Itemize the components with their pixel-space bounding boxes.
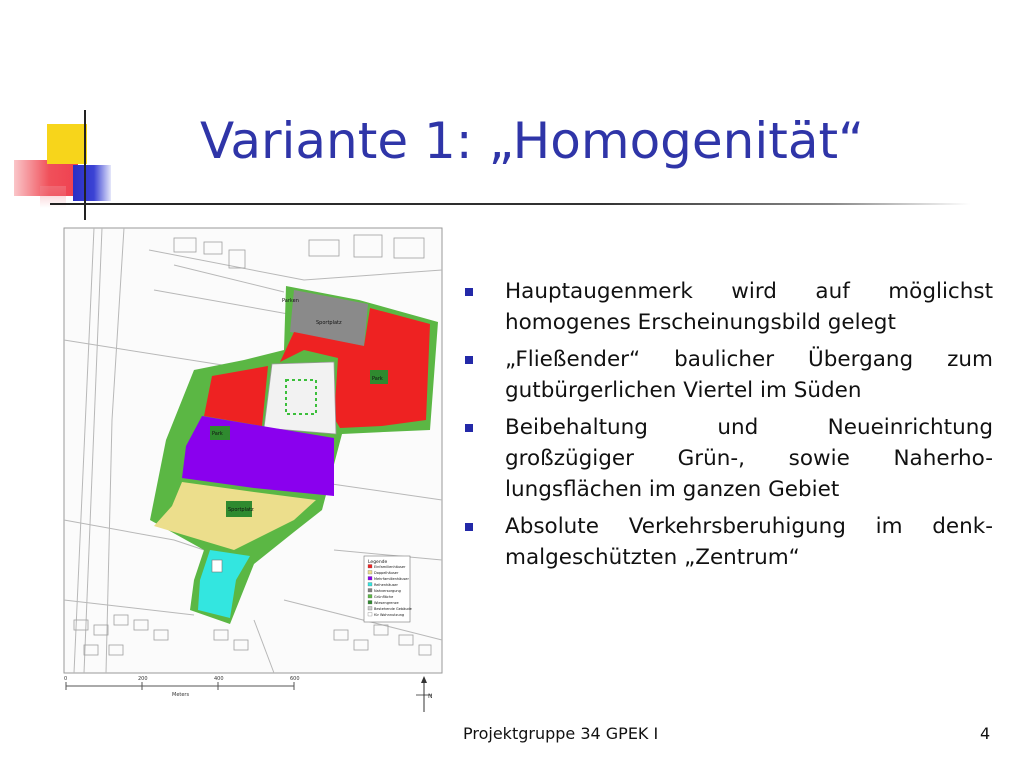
park-red-label: Park (372, 376, 383, 382)
legend-item-label: Bestehende Gebäude (374, 607, 412, 611)
scale-unit-label: Meters (172, 692, 190, 698)
legend-swatch (368, 577, 372, 581)
map-legend (364, 556, 412, 622)
slide-title: Variante 1: „Homogenität“ (200, 112, 864, 170)
bullet-text: Hauptaugenmerk wird auf möglichst homogenes Erscheinungsbild gelegt (505, 279, 993, 335)
bullet-square-icon (465, 356, 473, 364)
legend-swatch (368, 571, 372, 575)
legend-item-label: Einfamilienhäuser (374, 565, 406, 569)
scale-tick-600: 600 (290, 676, 300, 682)
central-square (264, 362, 336, 434)
park-purple-label: Park (212, 431, 223, 437)
parking-label: Parken (282, 298, 299, 304)
bullet-square-icon (465, 424, 473, 432)
logo-vertical-line (84, 110, 86, 222)
legend-swatch (368, 589, 372, 593)
logo-yellow-square (47, 124, 87, 164)
logo-blue-square (73, 165, 111, 201)
bullet-text: Absolute Verkehrsberuhigung im denk-malgeschützten „Zentrum“ (505, 514, 993, 570)
bullet-list (465, 276, 993, 579)
bullet-item (465, 412, 993, 505)
sportsfield-bottom-label: Sportplatz (228, 507, 254, 513)
bullet-item (465, 511, 993, 573)
legend-item-label: Doppelhäuser (374, 571, 399, 575)
legend-swatch (368, 601, 372, 605)
north-label: N (428, 693, 433, 700)
bullet-item (465, 276, 993, 338)
legend-swatch (368, 613, 372, 617)
sportsfield-top-label: Sportplatz (316, 320, 342, 326)
legend-swatch (368, 583, 372, 587)
legend-item-label: Reihenhäuser (374, 583, 398, 587)
legend-item-label: Mehrfamilienhäuser (374, 577, 409, 581)
scale-tick-0: 0 (64, 676, 68, 682)
legend-item-label: für Wohnnutzung (374, 613, 405, 617)
title-underline (50, 203, 970, 205)
bullet-item (465, 344, 993, 406)
scale-tick-200: 200 (138, 676, 148, 682)
bullet-square-icon (465, 288, 473, 296)
footer-text: Projektgruppe 34 GPEK I (463, 724, 659, 743)
legend-item-label: Nahversorgung (374, 589, 401, 593)
legend-title: Legende (368, 560, 388, 565)
legend-swatch (368, 565, 372, 569)
legend-item-label: Wiesengrenze (374, 601, 399, 605)
site-plan-svg (54, 220, 446, 720)
scale-tick-400: 400 (214, 676, 224, 682)
bullet-text: „Fließender“ baulicher Übergang zum gutbürgerlichen Viertel im Süden (505, 347, 993, 403)
bullet-text: Beibehaltung und Neueinrichtung großzügiger Grün-, sowie Naherho-lungsflächen im ganzen Gebiet (505, 415, 993, 502)
legend-swatch (368, 595, 372, 599)
bullet-square-icon (465, 523, 473, 531)
page-number: 4 (980, 724, 991, 743)
legend-item-label: Grünfläche (374, 595, 394, 599)
site-plan-map (54, 220, 446, 720)
legend-swatch (368, 607, 372, 611)
